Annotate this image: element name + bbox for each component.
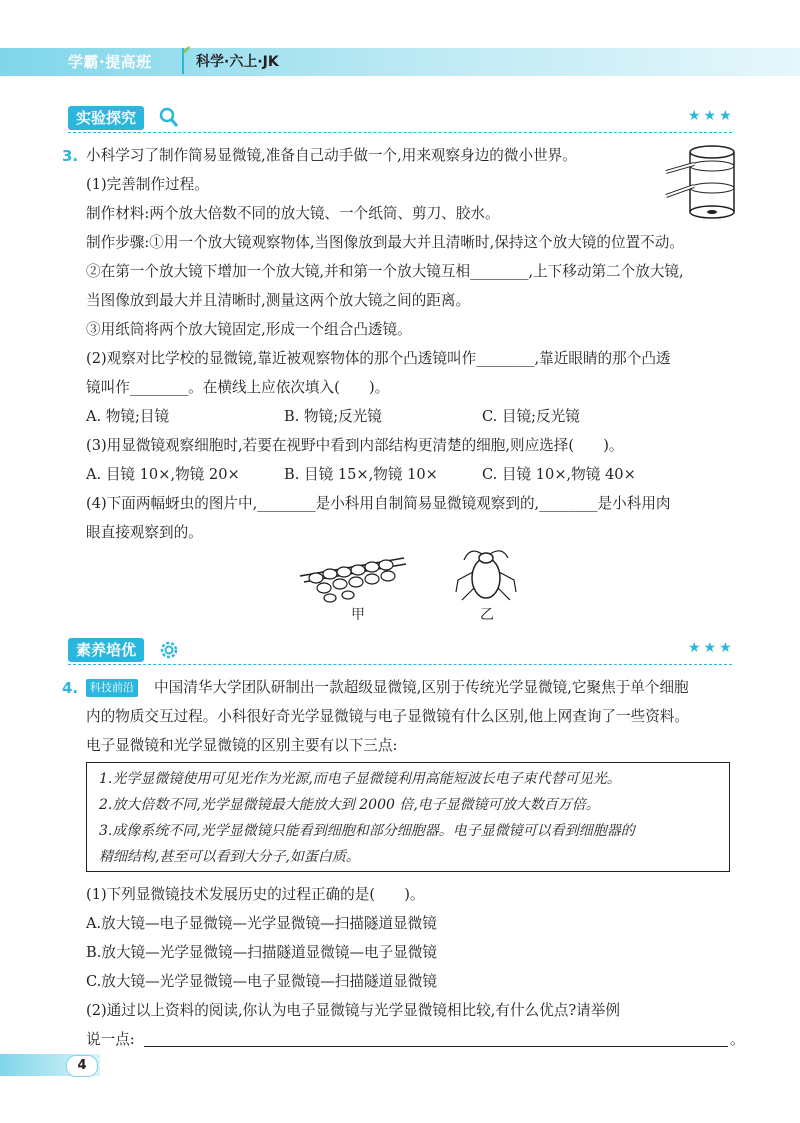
question-line: (1)下列显微镜技术发展历史的过程正确的是( )。 (86, 886, 425, 903)
difficulty-stars: ★★★ (688, 640, 735, 656)
section-title: 素养培优 (68, 638, 144, 662)
gear-icon (158, 638, 180, 662)
question-line: 镜叫作________。在横线上应依次填入( )。 (86, 379, 390, 396)
tube-microscope-illustration (664, 140, 740, 224)
answer-blank[interactable] (144, 1046, 728, 1047)
question-line: 电子显微镜和光学显微镜的区别主要有以下三点: (86, 737, 398, 754)
caption-yi: 乙 (480, 607, 494, 623)
option-b[interactable]: B. 目镜 15×,物镜 10× (284, 466, 438, 483)
difficulty-stars: ★★★ (688, 108, 735, 124)
question-line: (2)通过以上资料的阅读,你认为电子显微镜与光学显微镜相比较,有什么优点?请举例 (86, 1002, 620, 1019)
question-line: ②在第一个放大镜下增加一个放大镜,并和第一个放大镜互相________,上下移动第二个放大镜, (86, 263, 684, 280)
aphid-single-illustration (452, 544, 522, 610)
question-line: 制作步骤:①用一个放大镜观察物体,当图像放到最大并且清晰时,保持这个放大镜的位置不动。 (86, 234, 684, 251)
question-line: (4)下面两幅蚜虫的图片中,________是小科用自制简易显微镜观察到的,________是小科用肉 (86, 495, 671, 512)
question-line: ③用纸筒将两个放大镜固定,形成一个组合凸透镜。 (86, 321, 412, 338)
brand-title: 学霸·提高班 (68, 53, 152, 71)
question-line: (2)观察对比学校的显微镜,靠近被观察物体的那个凸透镜叫作________,靠近眼睛的那个凸透 (86, 350, 671, 367)
divider (68, 132, 732, 133)
question-stem: 小科学习了制作简易显微镜,准备自己动手做一个,用来观察身边的微小世界。 (86, 147, 577, 164)
subject-label: 科学·六上·JK (196, 54, 279, 70)
magnifier-icon (158, 106, 180, 130)
caption-jia: 甲 (351, 607, 365, 623)
aphid-cluster-illustration (296, 550, 416, 606)
question-line: 中国清华大学团队研制出一款超级显微镜,区别于传统光学显微镜,它聚焦于单个细胞 (154, 679, 689, 696)
question-number: 3. (62, 147, 79, 165)
info-line: 2.放大倍数不同,光学显微镜最大能放大到 2000 倍,电子显微镜可放大数百万倍。 (99, 797, 600, 813)
page-number: 4 (66, 1055, 98, 1077)
leaf-icon (174, 46, 192, 76)
option-b[interactable]: B. 物镜;反光镜 (284, 408, 382, 425)
question-number: 4. (62, 679, 79, 697)
tech-frontier-tag: 科技前沿 (86, 679, 138, 697)
info-line: 1.光学显微镜使用可见光作为光源,而电子显微镜利用高能短波长电子束代替可见光。 (99, 771, 621, 787)
info-line: 3.成像系统不同,光学显微镜只能看到细胞和部分细胞器。电子显微镜可以看到细胞器的 (99, 823, 635, 839)
option-b[interactable]: B.放大镜—光学显微镜—扫描隧道显微镜—电子显微镜 (86, 944, 438, 961)
question-line: 说一点: (86, 1031, 135, 1048)
question-line: (3)用显微镜观察细胞时,若要在视野中看到内部结构更清楚的细胞,则应选择( )。 (86, 437, 624, 454)
question-line: 当图像放到最大并且清晰时,测量这两个放大镜之间的距离。 (86, 292, 471, 309)
question-line: 制作材料:两个放大倍数不同的放大镜、一个纸筒、剪刀、胶水。 (86, 205, 500, 222)
end-mark: 。 (730, 1031, 745, 1048)
option-c[interactable]: C.放大镜—光学显微镜—电子显微镜—扫描隧道显微镜 (86, 973, 437, 990)
option-a[interactable]: A. 目镜 10×,物镜 20× (86, 466, 240, 483)
question-line: 眼直接观察到的。 (86, 524, 203, 541)
option-c[interactable]: C. 目镜;反光镜 (482, 408, 580, 425)
question-line: (1)完善制作过程。 (86, 176, 209, 193)
divider (68, 664, 732, 665)
info-box (86, 762, 730, 872)
section-title: 实验探究 (68, 106, 144, 130)
option-a[interactable]: A. 物镜;目镜 (86, 408, 170, 425)
info-line: 精细结构,甚至可以看到大分子,如蛋白质。 (99, 849, 360, 865)
question-line: 内的物质交互过程。小科很好奇光学显微镜与电子显微镜有什么区别,他上网查询了一些资料。 (86, 708, 689, 725)
option-a[interactable]: A.放大镜—电子显微镜—光学显微镜—扫描隧道显微镜 (86, 915, 437, 932)
option-c[interactable]: C. 目镜 10×,物镜 40× (482, 466, 636, 483)
